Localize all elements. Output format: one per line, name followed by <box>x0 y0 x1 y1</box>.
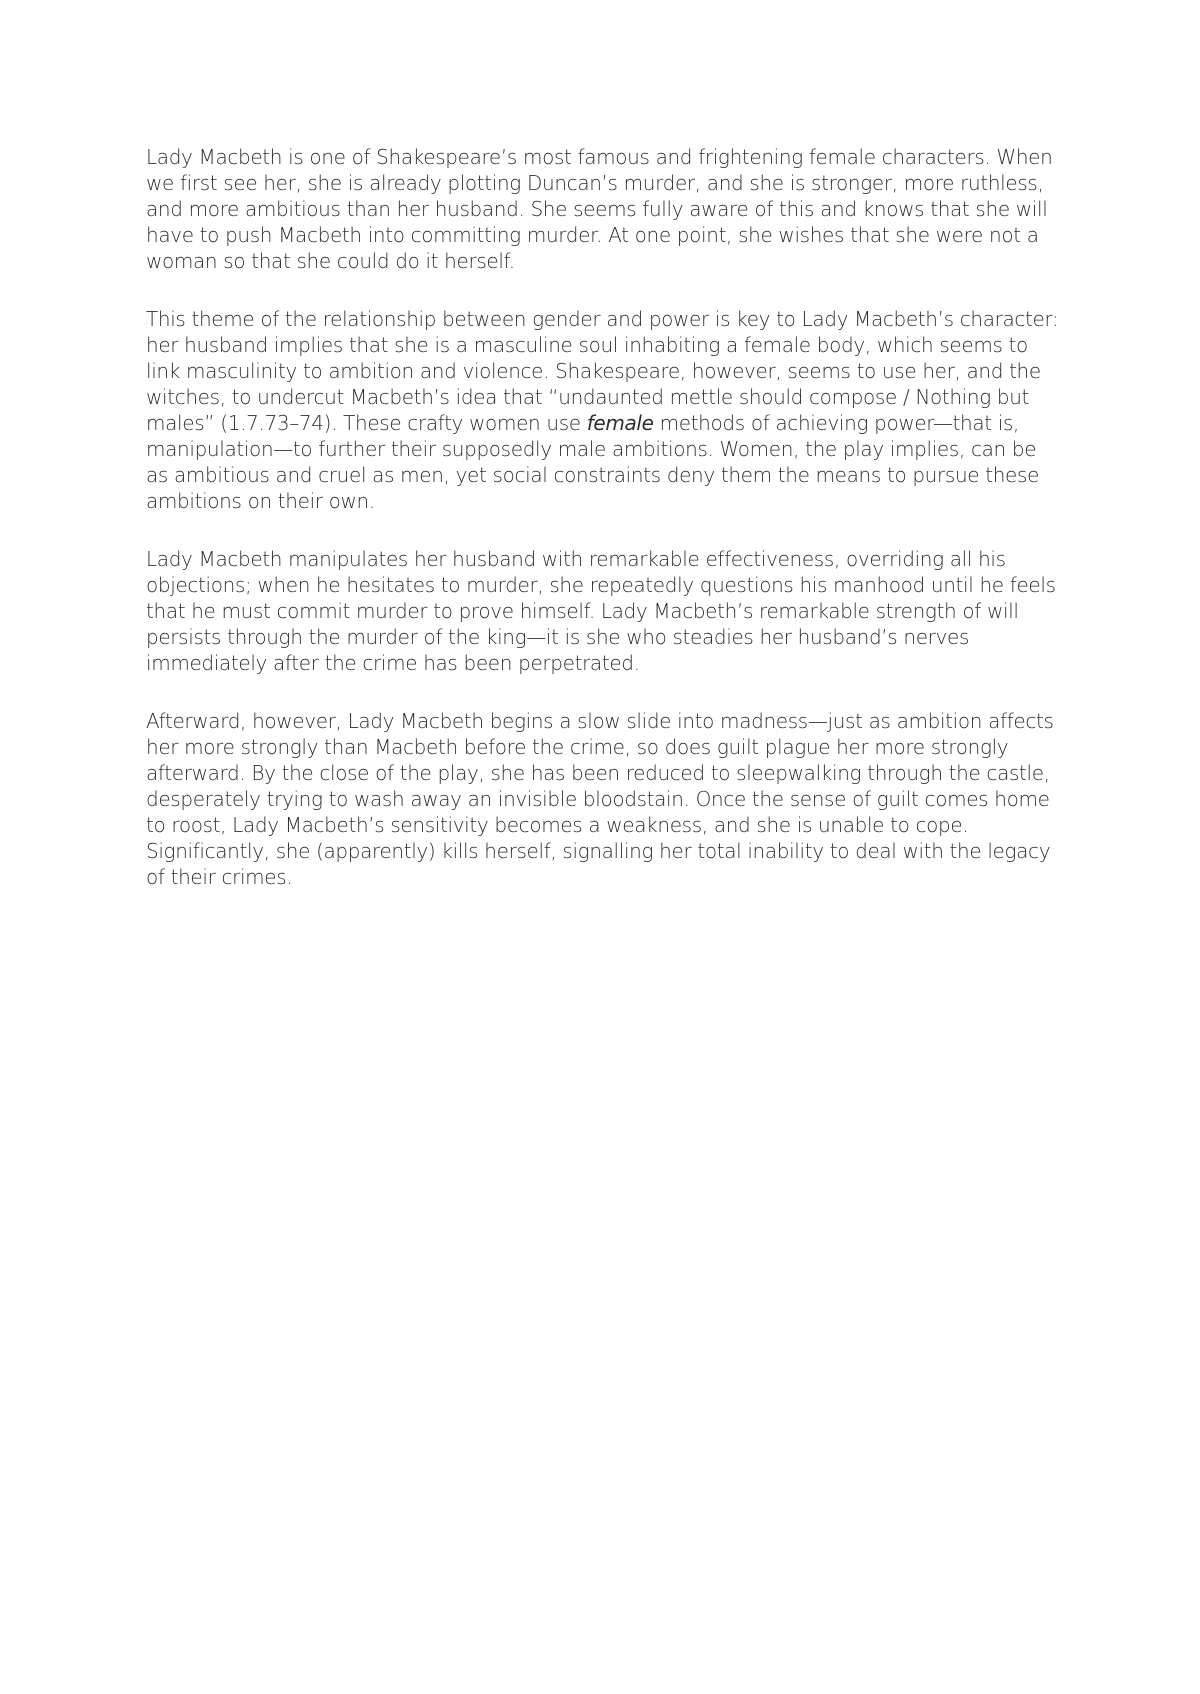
emphasis-female: female <box>586 411 654 435</box>
paragraph-1: Lady Macbeth is one of Shakespeare’s most famous and frightening female characters. When we first see her, she is already plotting Duncan’s murder, and she is stronger, more ruthless, and more ambitious than her husband. She seems fully aware of this and knows that she will have to push Macbeth into committing murder. At one point, she wishes that she were not a woman so that she could do it herself. <box>146 145 1053 273</box>
paragraph-4: Afterward, however, Lady Macbeth begins a slow slide into madness—just as ambition affects her more strongly than Macbeth before the crime, so does guilt plague her more strongly afterward. By the close of the play, she has been reduced to sleepwalking through the castle, desperately trying to wash away an invisible bloodstain. Once the sense of guilt comes home to roost, Lady Macbeth’s sensitivity becomes a weakness, and she is unable to cope. Significantly, she (apparently) kills herself, signalling her total inability to deal with the legacy of their crimes. <box>146 709 1054 889</box>
document-body <box>146 144 1061 922</box>
paragraph-2-text-end: methods of achieving power—that is, manipulation—to further their supposedly male ambitions. Women, the play implies, can be as ambitious and cruel as men, yet social constraints deny them the means to pursue these ambitions on their own. <box>146 411 1040 513</box>
paragraph-2-text-start: This theme of the relationship between gender and power is key to Lady Macbeth’s character: her husband implies that she is a masculine soul inhabiting a female body, which seems to link masculinity to ambition and violence. Shakespeare, however, seems to use her, and the witches, to undercut Macbeth’s idea that “undaunted mettle should compose / Nothing but males” (1.7.73–74). These crafty women use <box>146 307 1059 435</box>
paragraph-3: Lady Macbeth manipulates her husband with remarkable effectiveness, overriding all his objections; when he hesitates to murder, she repeatedly questions his manhood until he feels that he must commit murder to prove himself. Lady Macbeth’s remarkable strength of will persists through the murder of the king—it is she who steadies her husband’s nerves immediately after the crime has been perpetrated. <box>146 547 1056 675</box>
paragraph-2 <box>146 306 1061 514</box>
